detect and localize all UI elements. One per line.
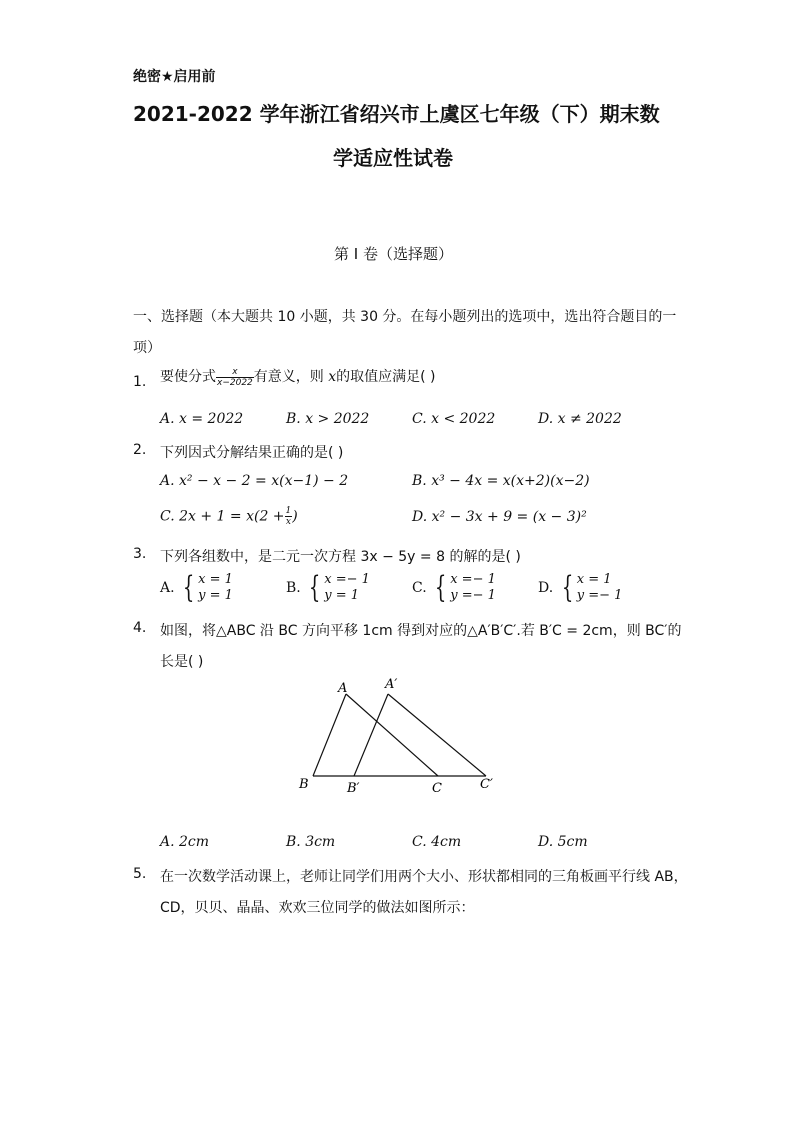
- option-a: A. x² − x − 2 = x(x−1) − 2: [160, 473, 349, 489]
- section-instructions-line-2: 项）: [133, 340, 161, 356]
- label-c-prime: C′: [480, 777, 493, 792]
- question-number: 2.: [133, 442, 147, 458]
- question-4-stem-line-1: 如图，将△ABC 沿 BC 方向平移 1cm 得到对应的△A′B′C′.若 B′C = 2cm，则 BC′的: [160, 623, 682, 639]
- option-c: C. 4cm: [412, 834, 462, 850]
- option-b: B. x³ − 4x = x(x+2)(x−2): [412, 473, 590, 489]
- option-c: [160, 506, 298, 527]
- option-label: D.: [538, 580, 554, 596]
- option-label: B.: [286, 580, 301, 596]
- fraction-denominator: x−2022: [217, 377, 253, 388]
- brace-icon: {: [561, 570, 573, 605]
- equation-line: y =− 1: [576, 588, 623, 603]
- option-b: B. 3cm: [286, 834, 336, 850]
- option-c: [412, 572, 496, 604]
- option-d: D. x² − 3x + 9 = (x − 3)²: [412, 509, 587, 525]
- segment-ab: [313, 694, 346, 776]
- option-b: B. x > 2022: [286, 411, 370, 427]
- brace-icon: {: [309, 570, 321, 605]
- fraction-numerator: x: [216, 367, 254, 378]
- label-b-prime: B′: [347, 781, 360, 796]
- label-c: C: [432, 781, 442, 796]
- segment-a2c2: [388, 694, 486, 776]
- page-title-line-1: 2021-2022 学年浙江省绍兴市上虞区七年级（下）期末数: [133, 102, 660, 126]
- option-d: D. 5cm: [538, 834, 588, 850]
- option-c-close: ): [292, 508, 298, 525]
- section-instructions-line-1: 一、选择题（本大题共 10 小题，共 30 分。在每小题列出的选项中，选出符合题目的一: [133, 309, 677, 325]
- option-d: D. x ≠ 2022: [538, 411, 622, 427]
- question-number: 3.: [133, 546, 147, 562]
- option-a: [160, 572, 233, 604]
- question-1-stem: [160, 366, 436, 388]
- question-number: 1.: [133, 374, 147, 390]
- equation-system: [450, 572, 496, 604]
- equation-line: y = 1: [324, 588, 360, 603]
- label-a-prime: A′: [385, 677, 398, 692]
- equation-line: x = 1: [198, 572, 233, 587]
- option-b: [286, 572, 370, 604]
- option-c-text: C. 2x + 1 = x(2 +: [160, 508, 285, 525]
- option-label: A.: [160, 580, 175, 596]
- option-label: C.: [412, 580, 427, 596]
- equation-system: [198, 572, 233, 604]
- question-5-stem-line-1: 在一次数学活动课上，老师让同学们用两个大小、形状都相同的三角板画平行线 AB，: [160, 869, 688, 885]
- question-4-stem-line-2: 长是( ): [160, 654, 204, 670]
- option-a: A. 2cm: [160, 834, 210, 850]
- equation-line: y = 1: [198, 588, 233, 603]
- question-1-stem-c: 的取值应满足( ): [336, 369, 436, 385]
- question-2-stem: 下列因式分解结果正确的是( ): [160, 445, 344, 461]
- segment-ac: [346, 694, 438, 776]
- question-5-stem-line-2: CD，贝贝、晶晶、欢欢三位同学的做法如图所示：: [160, 900, 475, 916]
- label-a: A: [338, 681, 348, 696]
- question-number: 5.: [133, 866, 147, 882]
- option-a: A. x = 2022: [160, 411, 244, 427]
- label-b: B: [299, 777, 309, 792]
- brace-icon: {: [434, 570, 447, 605]
- equation-line: x =− 1: [324, 572, 370, 587]
- fraction: [216, 367, 254, 388]
- brace-icon: {: [182, 570, 195, 605]
- variable-x: x: [328, 369, 337, 385]
- option-c: C. x < 2022: [412, 411, 496, 427]
- question-3-stem: 下列各组数中，是二元一次方程 3x − 5y = 8 的解的是( ): [160, 549, 521, 565]
- equation-system: [324, 572, 370, 604]
- question-1-stem-b: 有意义，则: [253, 369, 324, 385]
- fraction-denominator: x: [285, 517, 291, 527]
- question-number: 4.: [133, 620, 147, 636]
- fraction-numerator: 1: [285, 506, 292, 516]
- equation-line: x =− 1: [450, 572, 496, 587]
- translated-triangles-figure: [290, 670, 510, 800]
- option-d: [538, 572, 622, 604]
- section-title: 第 I 卷（选择题）: [334, 245, 453, 263]
- equation-line: y =− 1: [450, 588, 496, 603]
- question-1-stem-a: 要使分式: [160, 369, 216, 385]
- equation-line: x = 1: [576, 572, 612, 587]
- page-title-line-2: 学适应性试卷: [333, 146, 453, 170]
- secret-label: 绝密★启用前: [133, 69, 216, 85]
- equation-system: [577, 572, 623, 604]
